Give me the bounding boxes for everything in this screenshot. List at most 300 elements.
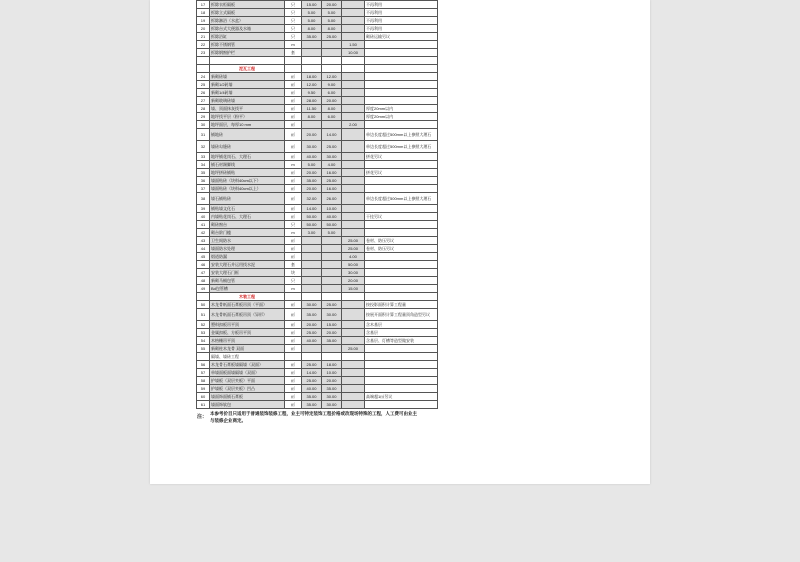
cell-note <box>365 57 438 65</box>
cell-p2: 35.00 <box>322 385 342 393</box>
cell-p3: 4.00 <box>342 253 365 261</box>
cell-no: 54 <box>197 337 210 345</box>
cell-name: 砌台阶门槛 <box>210 229 285 237</box>
cell-p2: 20.00 <box>322 1 342 9</box>
cell-name: 新砌柱木龙骨 双面 <box>210 345 285 353</box>
cell-name: 墙面饰面铺石膏板 <box>210 393 285 401</box>
cell-no: 38 <box>197 193 210 205</box>
cell-name: 金属扣板、方板吊平顶 <box>210 329 285 337</box>
cell-p2: 6.00 <box>322 113 342 121</box>
cell-p3 <box>342 1 365 9</box>
cell-p3: 2.00 <box>342 121 365 129</box>
cell-p2: 14.00 <box>322 129 342 141</box>
cell-p1: 32.00 <box>302 193 322 205</box>
cell-no: 41 <box>197 221 210 229</box>
cell-p2: 26.00 <box>322 193 342 205</box>
cell-p1: 8.00 <box>302 25 322 33</box>
cell-unit: ㎡ <box>285 245 302 253</box>
cell-unit: ㎡ <box>285 113 302 121</box>
cell-unit: ㎡ <box>285 361 302 369</box>
table-row <box>197 361 438 369</box>
cell-note <box>365 49 438 57</box>
table-row <box>197 321 438 329</box>
cell-name: 墙、顶面抹灰找平 <box>210 105 285 113</box>
cell-note: 按投影面积计算工程量 <box>365 301 438 309</box>
cell-note: 含基层、灯槽等造型做安装 <box>365 337 438 345</box>
cell-no: 29 <box>197 113 210 121</box>
cell-unit: ㎡ <box>285 345 302 353</box>
cell-p3 <box>342 105 365 113</box>
cell-note: 厚度20mm以内 <box>365 113 438 121</box>
cell-unit: ㎡ <box>285 81 302 89</box>
cell-name: 墙面贴砖（块料40cm以上） <box>210 185 285 193</box>
cell-unit: 块 <box>285 269 302 277</box>
cell-note <box>365 65 438 73</box>
cell-p2: 10.00 <box>322 369 342 377</box>
cell-unit: 套 <box>285 49 302 57</box>
cell-unit: ㎡ <box>285 321 302 329</box>
document-page <box>150 0 650 484</box>
cell-no: 24 <box>197 73 210 81</box>
cell-p2 <box>322 245 342 253</box>
cell-p2: 8.00 <box>322 25 342 33</box>
cell-p2: 20.00 <box>322 329 342 337</box>
cell-name: 新砌1/4砖墙 <box>210 89 285 97</box>
cell-no: 21 <box>197 33 210 41</box>
section-row <box>197 65 438 73</box>
cell-p2: 8.00 <box>322 105 342 113</box>
cell-unit: ㎡ <box>285 185 302 193</box>
cell-no: 58 <box>197 377 210 385</box>
table-row <box>197 221 438 229</box>
cell-no: 18 <box>197 9 210 17</box>
table-row <box>197 121 438 129</box>
cell-unit: ㎡ <box>285 169 302 177</box>
cell-p3 <box>342 309 365 321</box>
cell-p3 <box>342 377 365 385</box>
cell-p1: 12.00 <box>302 81 322 89</box>
cell-p3 <box>342 97 365 105</box>
cell-p3 <box>342 89 365 97</box>
cell-p3 <box>342 153 365 161</box>
cell-no: 40 <box>197 213 210 221</box>
cell-p3 <box>342 401 365 409</box>
cell-p1: 50.00 <box>302 221 322 229</box>
cell-p2 <box>322 353 342 361</box>
cell-p1: 14.00 <box>302 369 322 377</box>
table-row <box>197 17 438 25</box>
cell-name: 拆除淋浴（水盆） <box>210 17 285 25</box>
table-row <box>197 401 438 409</box>
table-row <box>197 205 438 213</box>
cell-p2: 4.00 <box>322 161 342 169</box>
cell-unit: ㎡ <box>285 301 302 309</box>
table-row <box>197 345 438 353</box>
cell-p3 <box>342 221 365 229</box>
cell-unit: ㎡ <box>285 73 302 81</box>
cell-note: 单边长度超过500mm以上参照大理石 <box>365 193 438 205</box>
cell-note <box>365 89 438 97</box>
cell-note <box>365 41 438 49</box>
cell-no: 32 <box>197 141 210 153</box>
cell-no: 22 <box>197 41 210 49</box>
cell-no: 59 <box>197 385 210 393</box>
cell-no: 30 <box>197 121 210 129</box>
table-row <box>197 169 438 177</box>
table-row <box>197 269 438 277</box>
cell-note: 含木基层 <box>365 321 438 329</box>
cell-note <box>365 353 438 361</box>
cell-name: 墙面贴砖（块料40cm以下） <box>210 177 285 185</box>
cell-name: 地坪面层，每厚10 mm <box>210 121 285 129</box>
cell-p1: 5.00 <box>302 17 322 25</box>
cell-p1: 5.00 <box>302 161 322 169</box>
cell-p1 <box>302 293 322 301</box>
cell-p3 <box>342 57 365 65</box>
cell-name: 新砌1/2砖墙 <box>210 81 285 89</box>
cell-p3: 1.50 <box>342 41 365 49</box>
cell-p2 <box>322 121 342 129</box>
table-row <box>197 213 438 221</box>
cell-p2: 25.00 <box>322 33 342 41</box>
cell-note <box>365 253 438 261</box>
cell-no: 44 <box>197 245 210 253</box>
cell-note: 不再利用 <box>365 1 438 9</box>
cell-no <box>197 65 210 73</box>
cell-no <box>197 293 210 301</box>
cell-p2: 16.00 <box>322 169 342 177</box>
cell-unit: 只 <box>285 221 302 229</box>
cell-no: 43 <box>197 237 210 245</box>
table-row <box>197 161 438 169</box>
cell-p2: 25.00 <box>322 177 342 185</box>
table-row <box>197 73 438 81</box>
table-row <box>197 153 438 161</box>
cell-p1: 20.00 <box>302 169 322 177</box>
cell-note <box>365 81 438 89</box>
table-row <box>197 97 438 105</box>
table-row <box>197 253 438 261</box>
table-row <box>197 285 438 293</box>
cell-no: 23 <box>197 49 210 57</box>
cell-unit <box>285 293 302 301</box>
cell-p2: 40.00 <box>322 213 342 221</box>
cell-unit: m <box>285 161 302 169</box>
cell-no: 25 <box>197 81 210 89</box>
cell-unit: ㎡ <box>285 97 302 105</box>
table-row <box>197 393 438 401</box>
cell-note <box>365 221 438 229</box>
cell-name: 安装大理石门框 <box>210 269 285 277</box>
cell-note: 不再利用 <box>365 25 438 33</box>
cell-p2 <box>322 65 342 73</box>
cell-note <box>365 345 438 353</box>
cell-no: 17 <box>197 1 210 9</box>
cell-no: 33 <box>197 153 210 161</box>
cell-note <box>365 285 438 293</box>
cell-p3 <box>342 301 365 309</box>
cell-no: 46 <box>197 261 210 269</box>
cell-unit: ㎡ <box>285 141 302 153</box>
cell-note: 含基层 <box>365 329 438 337</box>
cell-unit: ㎡ <box>285 393 302 401</box>
cell-no: 57 <box>197 369 210 377</box>
cell-unit <box>285 57 302 65</box>
cell-p1 <box>302 237 322 245</box>
cell-p2: 9.00 <box>322 81 342 89</box>
cell-p2: 5.00 <box>322 17 342 25</box>
cell-name: 拆除钢窗护栏 <box>210 49 285 57</box>
cell-name: 烟道防漏 <box>210 253 285 261</box>
cell-no: 50 <box>197 301 210 309</box>
cell-note <box>365 177 438 185</box>
cell-p1: 20.00 <box>302 129 322 141</box>
table-row <box>197 277 438 285</box>
cell-p2: 5.00 <box>322 9 342 17</box>
cell-p1 <box>302 261 322 269</box>
cell-name: 隔墙、墙砖工程 <box>210 353 285 361</box>
cell-p1: 25.00 <box>302 361 322 369</box>
cell-name: 木装工程 <box>210 293 285 301</box>
cell-p1 <box>302 65 322 73</box>
cell-name: 护墙板（双层夹板）平面 <box>210 377 285 385</box>
price-table-body <box>197 1 438 409</box>
cell-name: 地坪找平层（粉平） <box>210 113 285 121</box>
cell-no: 27 <box>197 97 210 105</box>
cell-unit: ㎡ <box>285 385 302 393</box>
cell-p2 <box>322 41 342 49</box>
cell-p2 <box>322 277 342 285</box>
cell-unit: m <box>285 41 302 49</box>
cell-name: 拆除台式大便器及水箱 <box>210 25 285 33</box>
cell-no <box>197 353 210 361</box>
cell-name: 拆除衣柜隔板 <box>210 1 285 9</box>
cell-p3 <box>342 73 365 81</box>
cell-unit <box>285 65 302 73</box>
cell-p2: 15.00 <box>322 321 342 329</box>
cell-p3 <box>342 353 365 361</box>
table-row <box>197 41 438 49</box>
cell-note <box>365 97 438 105</box>
cell-p1: 40.00 <box>302 385 322 393</box>
cell-no: 34 <box>197 161 210 169</box>
cell-no: 28 <box>197 105 210 113</box>
cell-unit: ㎡ <box>285 153 302 161</box>
footnote-text: 本参考价目只适用于普通装饰装修工程，业主可特定装饰工程价格或改现场特殊的工程，人工费可由业主与装修企业商定。 <box>210 411 417 423</box>
cell-p1 <box>302 121 322 129</box>
cell-note <box>365 269 438 277</box>
cell-no: 20 <box>197 25 210 33</box>
cell-p3 <box>342 81 365 89</box>
cell-name: 单墙面板面墙隔墙（双面） <box>210 369 285 377</box>
cell-note <box>365 277 438 285</box>
cell-p2: 25.00 <box>322 141 342 153</box>
cell-p2: 35.00 <box>322 337 342 345</box>
table-row <box>197 377 438 385</box>
cell-no: 52 <box>197 321 210 329</box>
cell-p3: 25.00 <box>342 245 365 253</box>
cell-no: 48 <box>197 277 210 285</box>
table-row <box>197 113 438 121</box>
table-row <box>197 237 438 245</box>
table-row <box>197 33 438 41</box>
table-row <box>197 229 438 237</box>
cell-no: 19 <box>197 17 210 25</box>
cell-p2: 6.00 <box>322 89 342 97</box>
table-row <box>197 81 438 89</box>
cell-name: 拆除不锈钢管 <box>210 41 285 49</box>
cell-p2: 10.00 <box>322 205 342 213</box>
cell-p1: 15.00 <box>302 1 322 9</box>
cell-no: 60 <box>197 393 210 401</box>
cell-note <box>365 261 438 269</box>
cell-p1: 40.00 <box>302 337 322 345</box>
cell-no: 53 <box>197 329 210 337</box>
cell-name: 木龙骨纸面石膏板吊顶（异形） <box>210 309 285 321</box>
cell-unit: 只 <box>285 9 302 17</box>
cell-unit: 只 <box>285 1 302 9</box>
cell-p1 <box>302 269 322 277</box>
cell-p2: 12.00 <box>322 73 342 81</box>
table-row <box>197 193 438 205</box>
cell-name: 木龙骨纸面石膏板吊顶（平面） <box>210 301 285 309</box>
cell-unit: ㎡ <box>285 89 302 97</box>
cell-note: 拼花另议 <box>365 153 438 161</box>
cell-note: 卷材、防压另议 <box>365 245 438 253</box>
cell-note: 按展开面积计算工程量顶角造型另议 <box>365 309 438 321</box>
cell-unit: ㎡ <box>285 129 302 141</box>
cell-unit: ㎡ <box>285 193 302 205</box>
cell-p1 <box>302 353 322 361</box>
cell-p1: 3.00 <box>302 229 322 237</box>
cell-p3 <box>342 185 365 193</box>
cell-p1 <box>302 253 322 261</box>
cell-no: 35 <box>197 169 210 177</box>
cell-note <box>365 401 438 409</box>
table-row <box>197 129 438 141</box>
cell-p3 <box>342 25 365 33</box>
cell-p1: 30.00 <box>302 301 322 309</box>
cell-p3 <box>342 205 365 213</box>
table-row <box>197 49 438 57</box>
table-row <box>197 301 438 309</box>
table-row <box>197 177 438 185</box>
cell-unit: ㎡ <box>285 237 302 245</box>
cell-name: Bd包管槽 <box>210 285 285 293</box>
cell-name: 内墙贴花岗石、大理石 <box>210 213 285 221</box>
cell-p2: 50.00 <box>322 221 342 229</box>
cell-note <box>365 369 438 377</box>
cell-p3 <box>342 17 365 25</box>
cell-p3: 15.00 <box>342 285 365 293</box>
table-row <box>197 1 438 9</box>
cell-p2 <box>322 269 342 277</box>
cell-note <box>365 361 438 369</box>
cell-note: 高端超1㎡另议 <box>365 393 438 401</box>
table-row <box>197 329 438 337</box>
table-row <box>197 337 438 345</box>
cell-p3: 50.00 <box>342 261 365 269</box>
cell-unit <box>285 353 302 361</box>
cell-p2: 30.00 <box>322 153 342 161</box>
table-row <box>197 105 438 113</box>
cell-p1 <box>302 49 322 57</box>
cell-unit: ㎡ <box>285 369 302 377</box>
cell-p3 <box>342 141 365 153</box>
cell-p1 <box>302 245 322 253</box>
cell-p2: 30.00 <box>322 309 342 321</box>
cell-p2 <box>322 237 342 245</box>
cell-name: 墙石铺贴砖 <box>210 193 285 205</box>
cell-name: 护墙板（双层夹板）凹凸 <box>210 385 285 393</box>
cell-p3: 10.00 <box>342 49 365 57</box>
table-row <box>197 309 438 321</box>
cell-name: 地坪拼砖铺贴 <box>210 169 285 177</box>
cell-p1: 35.00 <box>302 177 322 185</box>
cell-p2: 5.00 <box>322 229 342 237</box>
footnote-label: 注： <box>197 414 208 420</box>
cell-p3 <box>342 393 365 401</box>
table-row <box>197 185 438 193</box>
cell-note: 不再利用 <box>365 17 438 25</box>
cell-p2 <box>322 345 342 353</box>
cell-unit: ㎡ <box>285 177 302 185</box>
cell-note <box>365 229 438 237</box>
table-row <box>197 9 438 17</box>
table-row <box>197 89 438 97</box>
cell-name: 铺地砖 <box>210 129 285 141</box>
cell-no: 26 <box>197 89 210 97</box>
cell-p2: 25.00 <box>322 301 342 309</box>
cell-p1: 14.00 <box>302 205 322 213</box>
cell-p3 <box>342 169 365 177</box>
cell-unit: 只 <box>285 33 302 41</box>
table-row <box>197 385 438 393</box>
cell-p3 <box>342 177 365 185</box>
cell-p2: 30.00 <box>322 401 342 409</box>
cell-note <box>365 377 438 385</box>
subheading-row <box>197 353 438 361</box>
cell-p1: 50.00 <box>302 213 322 221</box>
cell-p1: 5.00 <box>302 9 322 17</box>
cell-p1: 28.00 <box>302 97 322 105</box>
cell-p1 <box>302 57 322 65</box>
cell-name: 拆除浴缸 <box>210 33 285 41</box>
cell-unit: 只 <box>285 277 302 285</box>
table-row <box>197 261 438 269</box>
cell-note <box>365 185 438 193</box>
cell-note: 干挂另议 <box>365 213 438 221</box>
cell-p1: 20.00 <box>302 321 322 329</box>
cell-p3 <box>342 113 365 121</box>
cell-p3 <box>342 369 365 377</box>
cell-unit: ㎡ <box>285 309 302 321</box>
cell-unit: 套 <box>285 261 302 269</box>
cell-p3 <box>342 329 365 337</box>
cell-no: 51 <box>197 309 210 321</box>
cell-p2 <box>322 261 342 269</box>
cell-note <box>365 161 438 169</box>
cell-p1: 40.00 <box>302 153 322 161</box>
cell-p1: 30.00 <box>302 141 322 153</box>
cell-p3 <box>342 385 365 393</box>
cell-unit: ㎡ <box>285 253 302 261</box>
cell-note <box>365 205 438 213</box>
cell-unit: ㎡ <box>285 401 302 409</box>
cell-unit: m <box>285 285 302 293</box>
price-table <box>196 0 438 409</box>
cell-note <box>365 385 438 393</box>
